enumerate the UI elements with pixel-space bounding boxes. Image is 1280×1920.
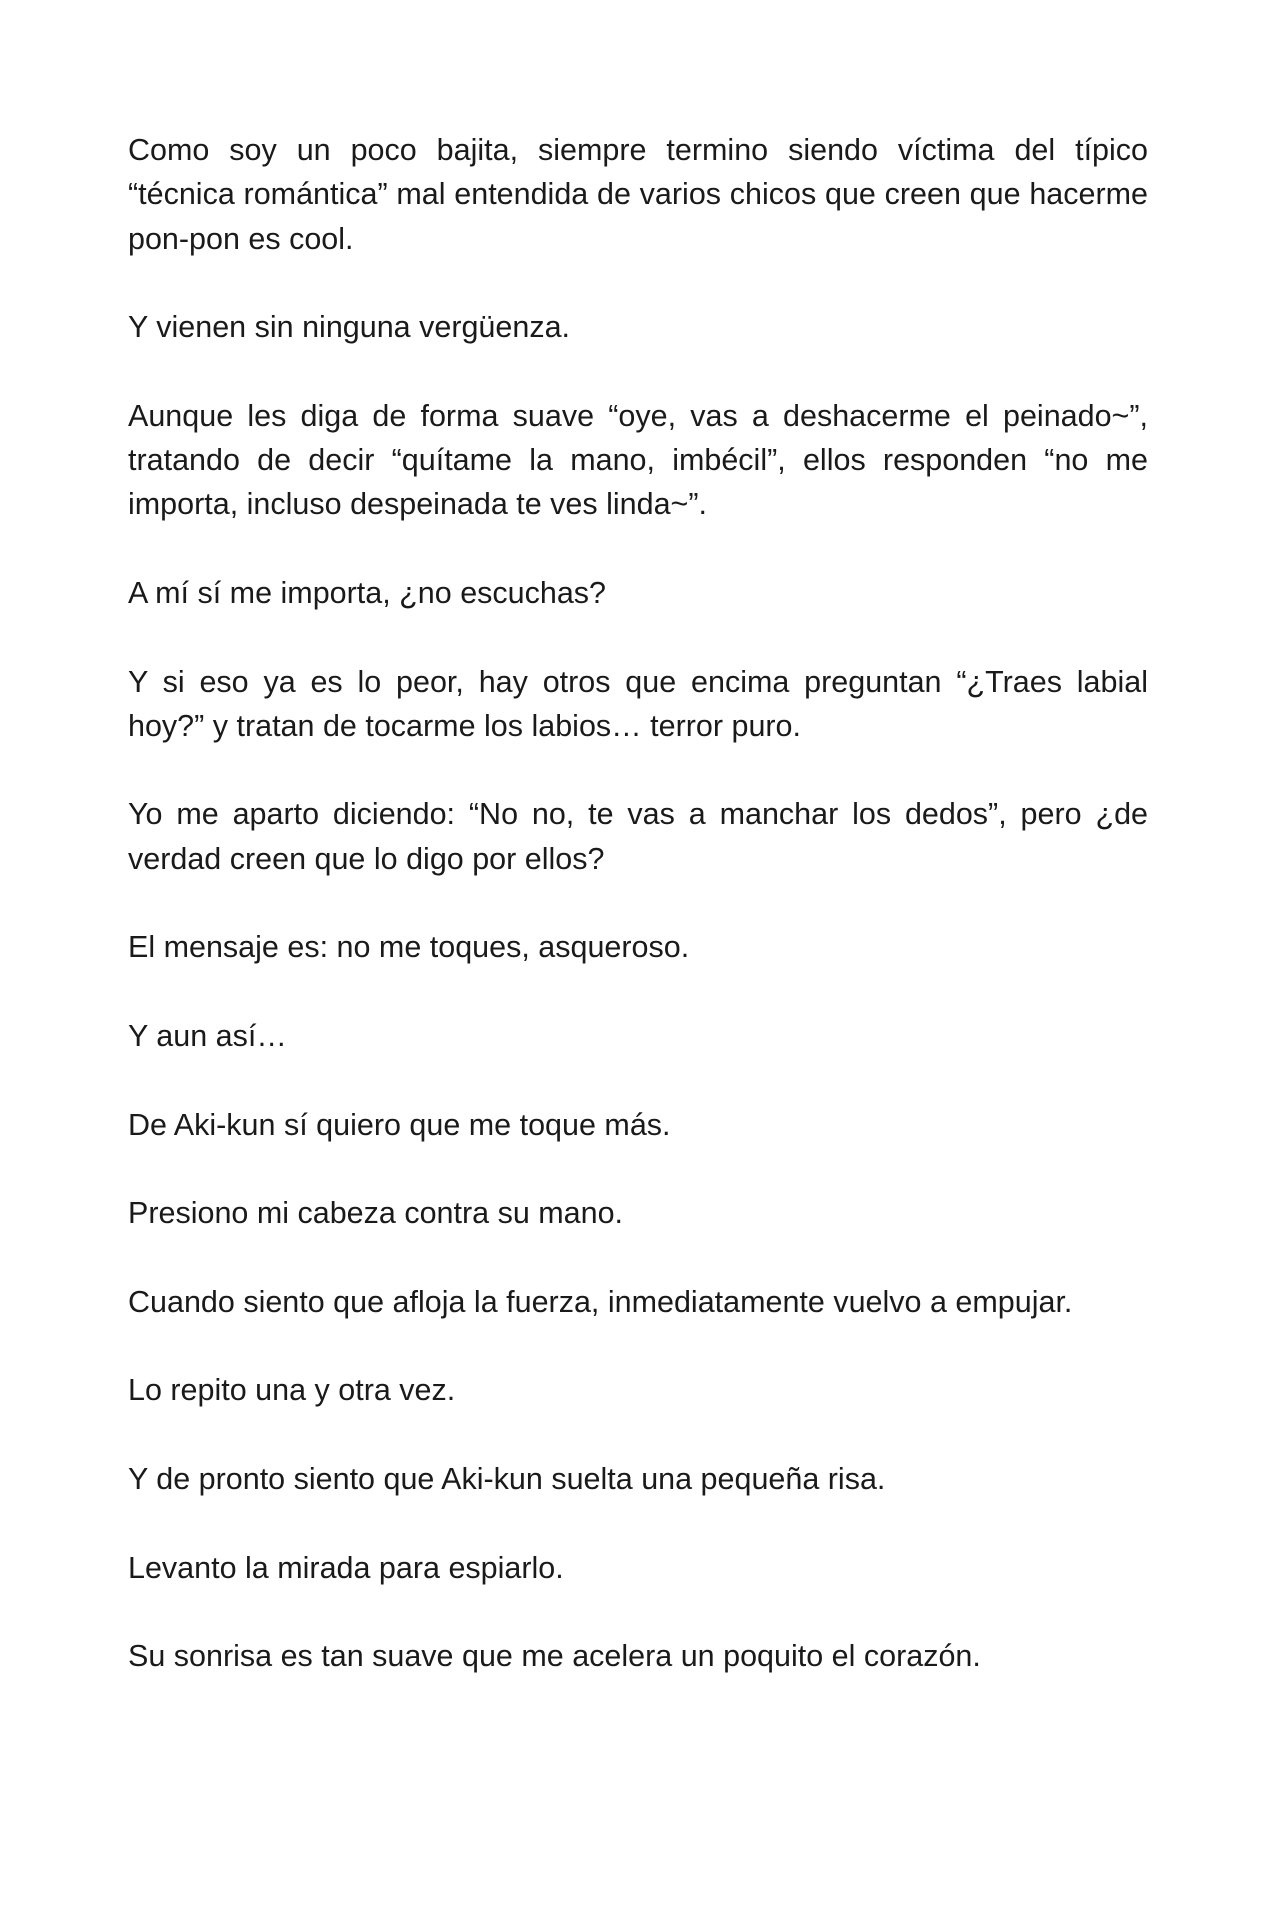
document-page <box>128 128 1148 1723</box>
paragraph: Y de pronto siento que Aki-kun suelta una pequeña risa. <box>128 1461 886 1496</box>
paragraph: De Aki-kun sí quiero que me toque más. <box>128 1107 671 1142</box>
paragraph: Y vienen sin ninguna vergüenza. <box>128 310 571 345</box>
paragraph: Y si eso ya es lo peor, hay otros que encima preguntan “¿Traes labial hoy?” y tratan de tocarme los labios… terror puro. <box>128 664 1148 743</box>
paragraph: Presiono mi cabeza contra su mano. <box>128 1196 624 1231</box>
paragraph: Y aun así… <box>128 1018 287 1053</box>
paragraph: Cuando siento que afloja la fuerza, inmediatamente vuelvo a empujar. <box>128 1284 1073 1319</box>
paragraph: A mí sí me importa, ¿no escuchas? <box>128 575 607 610</box>
paragraph: Levanto la mirada para espiarlo. <box>128 1550 564 1585</box>
paragraph: Yo me aparto diciendo: “No no, te vas a manchar los dedos”, pero ¿de verdad creen que lo digo por ellos? <box>128 797 1148 876</box>
paragraph: El mensaje es: no me toques, asqueroso. <box>128 930 690 965</box>
paragraph: Lo repito una y otra vez. <box>128 1373 456 1408</box>
paragraph: Su sonrisa es tan suave que me acelera un poquito el corazón. <box>128 1639 981 1674</box>
paragraph: Como soy un poco bajita, siempre termino siendo víctima del típico “técnica romántica” mal entendida de varios chicos que creen que hacerme pon-pon es cool. <box>128 133 1148 256</box>
paragraph: Aunque les diga de forma suave “oye, vas a deshacerme el peinado~”, tratando de decir “quítame la mano, imbécil”, ellos responden “no me importa, incluso despeinada te ves linda~”. <box>128 398 1148 522</box>
